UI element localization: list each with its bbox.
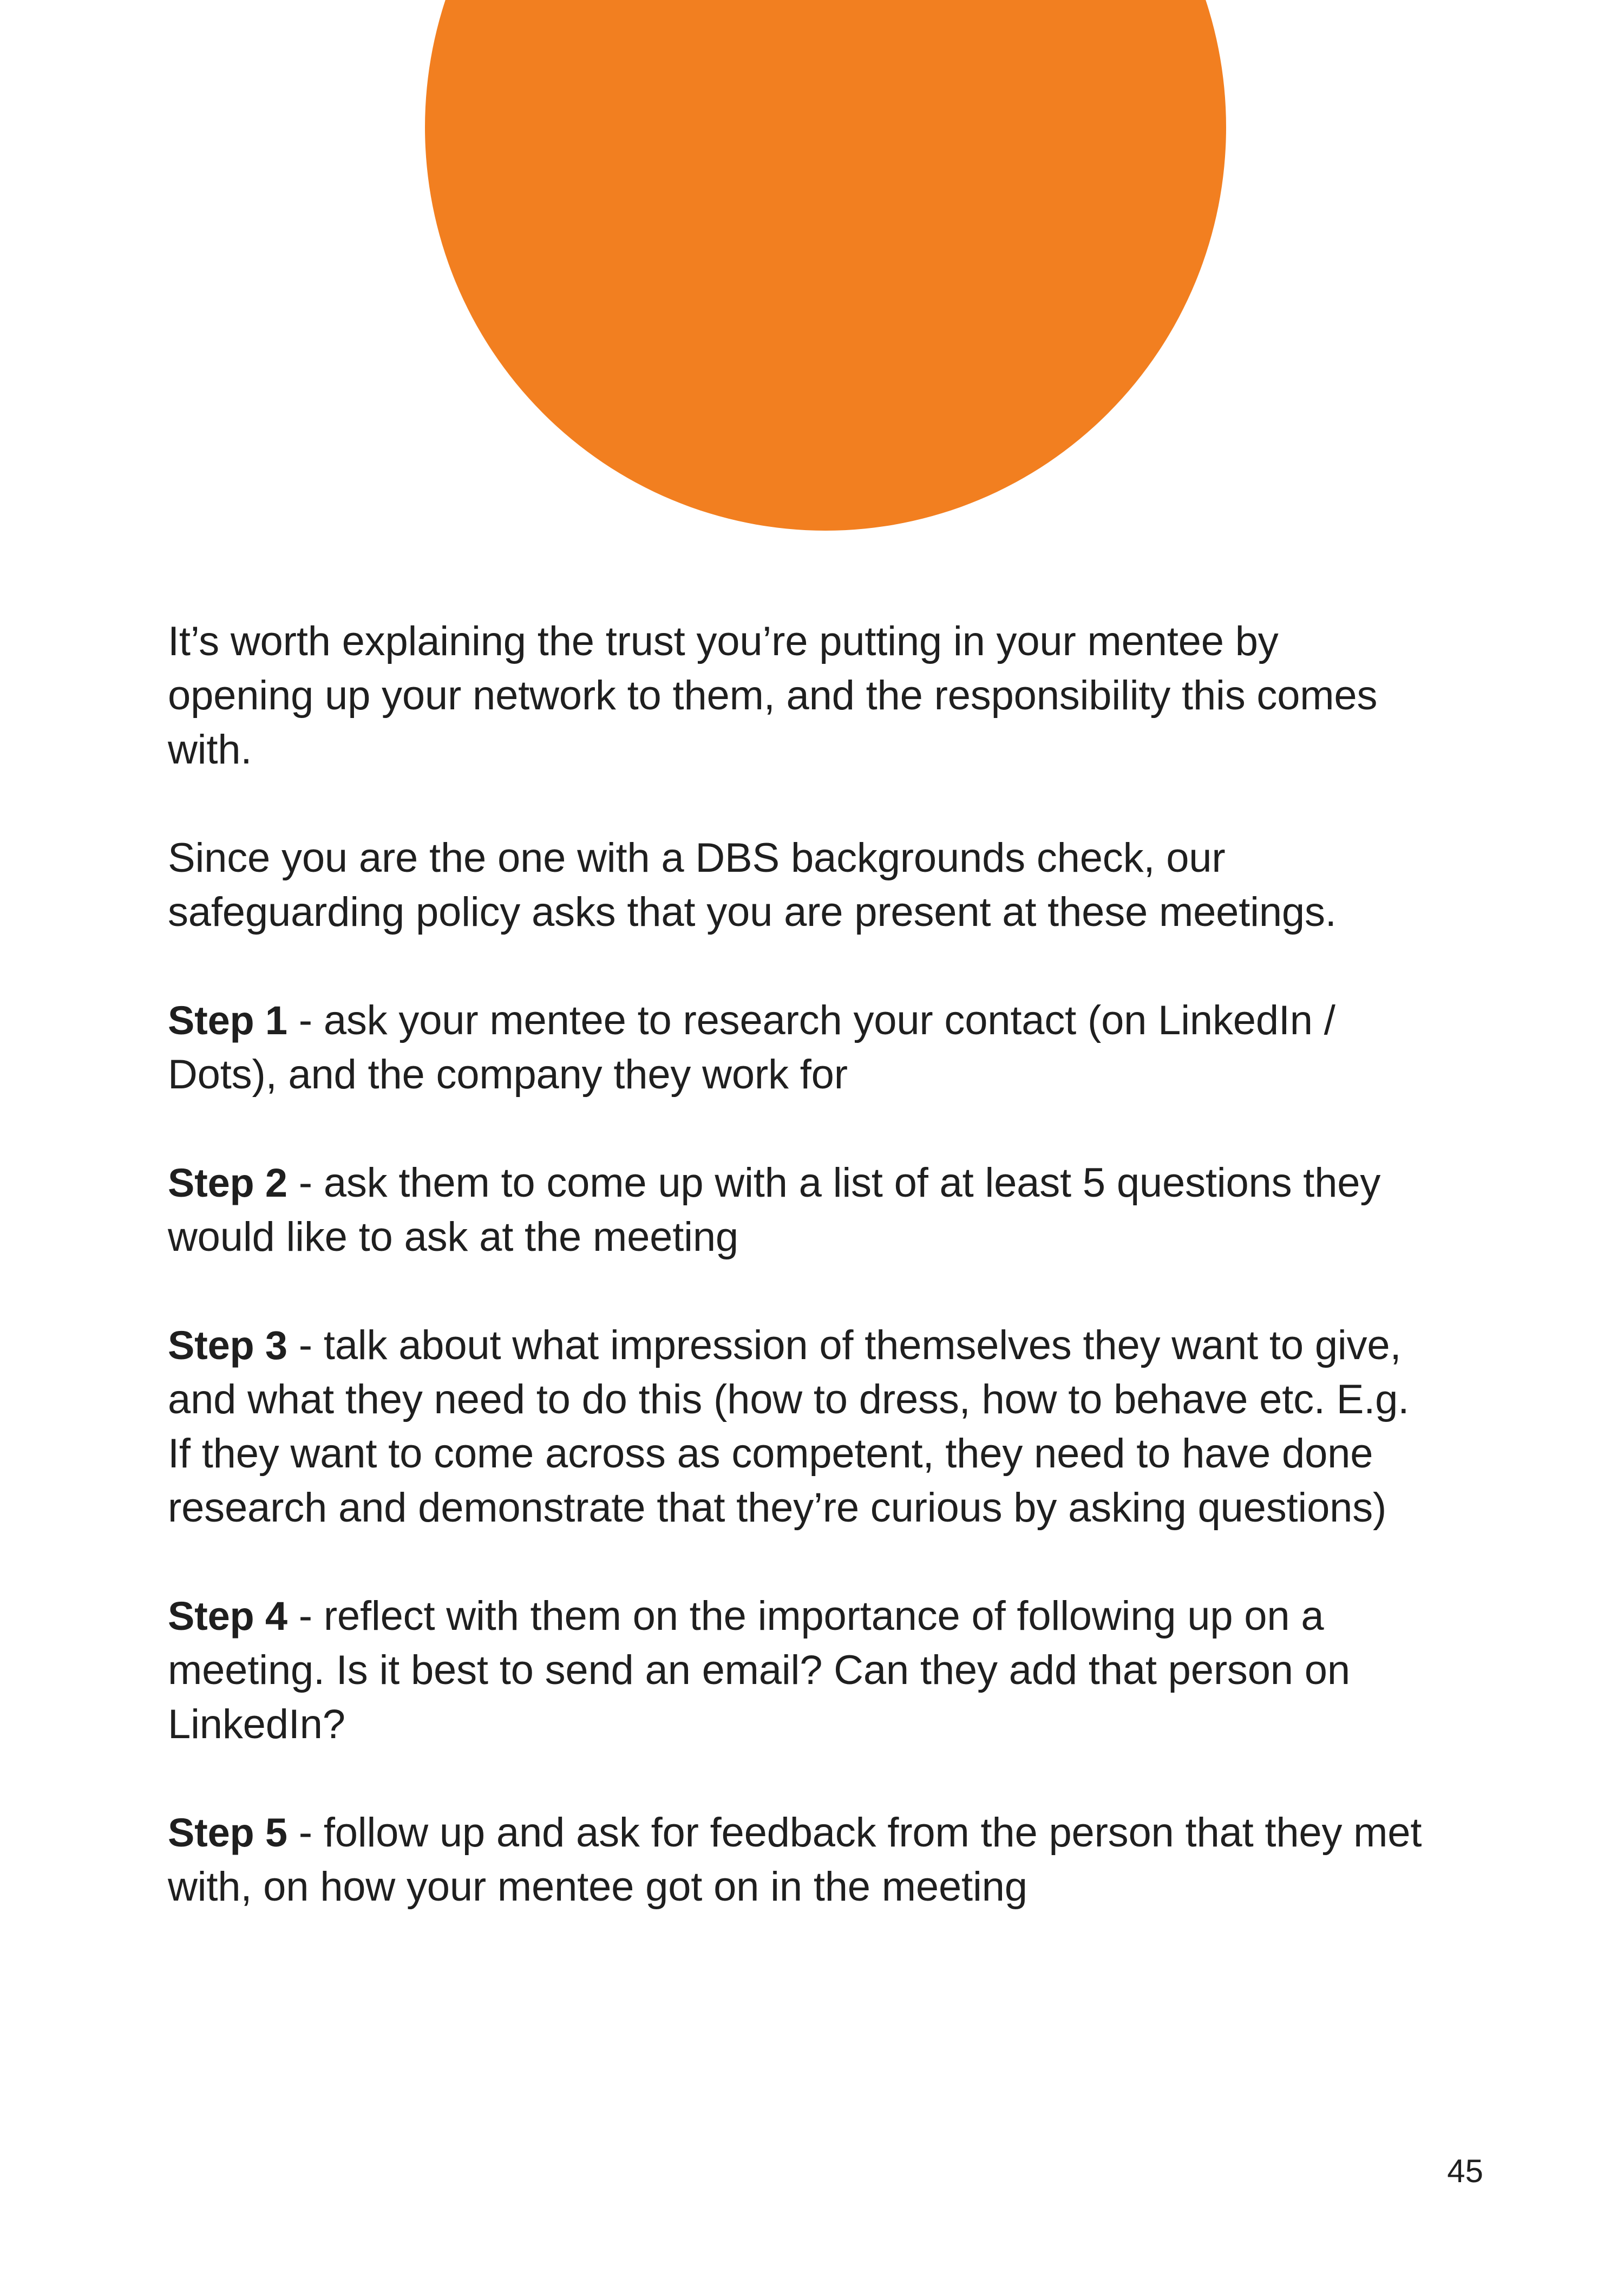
intro-paragraph-trust: It’s worth explaining the trust you’re putting in your mentee by opening up your network to them, and the responsibility this comes with. [168,618,1378,773]
step-5-text: - follow up and ask for feedback from the person that they met with, on how your mentee got on in the meeting [168,1810,1422,1910]
page-number: 45 [1447,2153,1483,2189]
page-body [168,615,1435,1968]
decorative-orange-circle [425,0,1226,531]
step-2-paragraph [168,1156,1435,1264]
step-1-label: Step 1 [168,998,287,1043]
step-5-label: Step 5 [168,1810,287,1855]
intro-paragraph-safeguarding: Since you are the one with a DBS backgrounds check, our safeguarding policy asks that you are present at these meetings. [168,835,1337,935]
step-2-label: Step 2 [168,1160,287,1205]
step-1-text: - ask your mentee to research your contact (on LinkedIn / Dots), and the company they work for [168,997,1335,1098]
step-4-paragraph [168,1589,1435,1752]
step-1-paragraph [168,994,1435,1102]
step-3-label: Step 3 [168,1323,287,1368]
step-2-text: - ask them to come up with a list of at least 5 questions they would like to ask at the meeting [168,1160,1381,1260]
step-3-paragraph [168,1319,1435,1535]
step-5-paragraph [168,1806,1435,1914]
step-3-text: - talk about what impression of themselves they want to give, and what they need to do this (how to dress, how to behave etc. E.g. If they want to come across as competent, they need to have done research and demonstrate that they’re curious by asking questions) [168,1322,1410,1531]
step-4-label: Step 4 [168,1594,287,1639]
step-4-text: - reflect with them on the importance of following up on a meeting. Is it best to send an email? Can they add that person on LinkedIn? [168,1593,1350,1747]
